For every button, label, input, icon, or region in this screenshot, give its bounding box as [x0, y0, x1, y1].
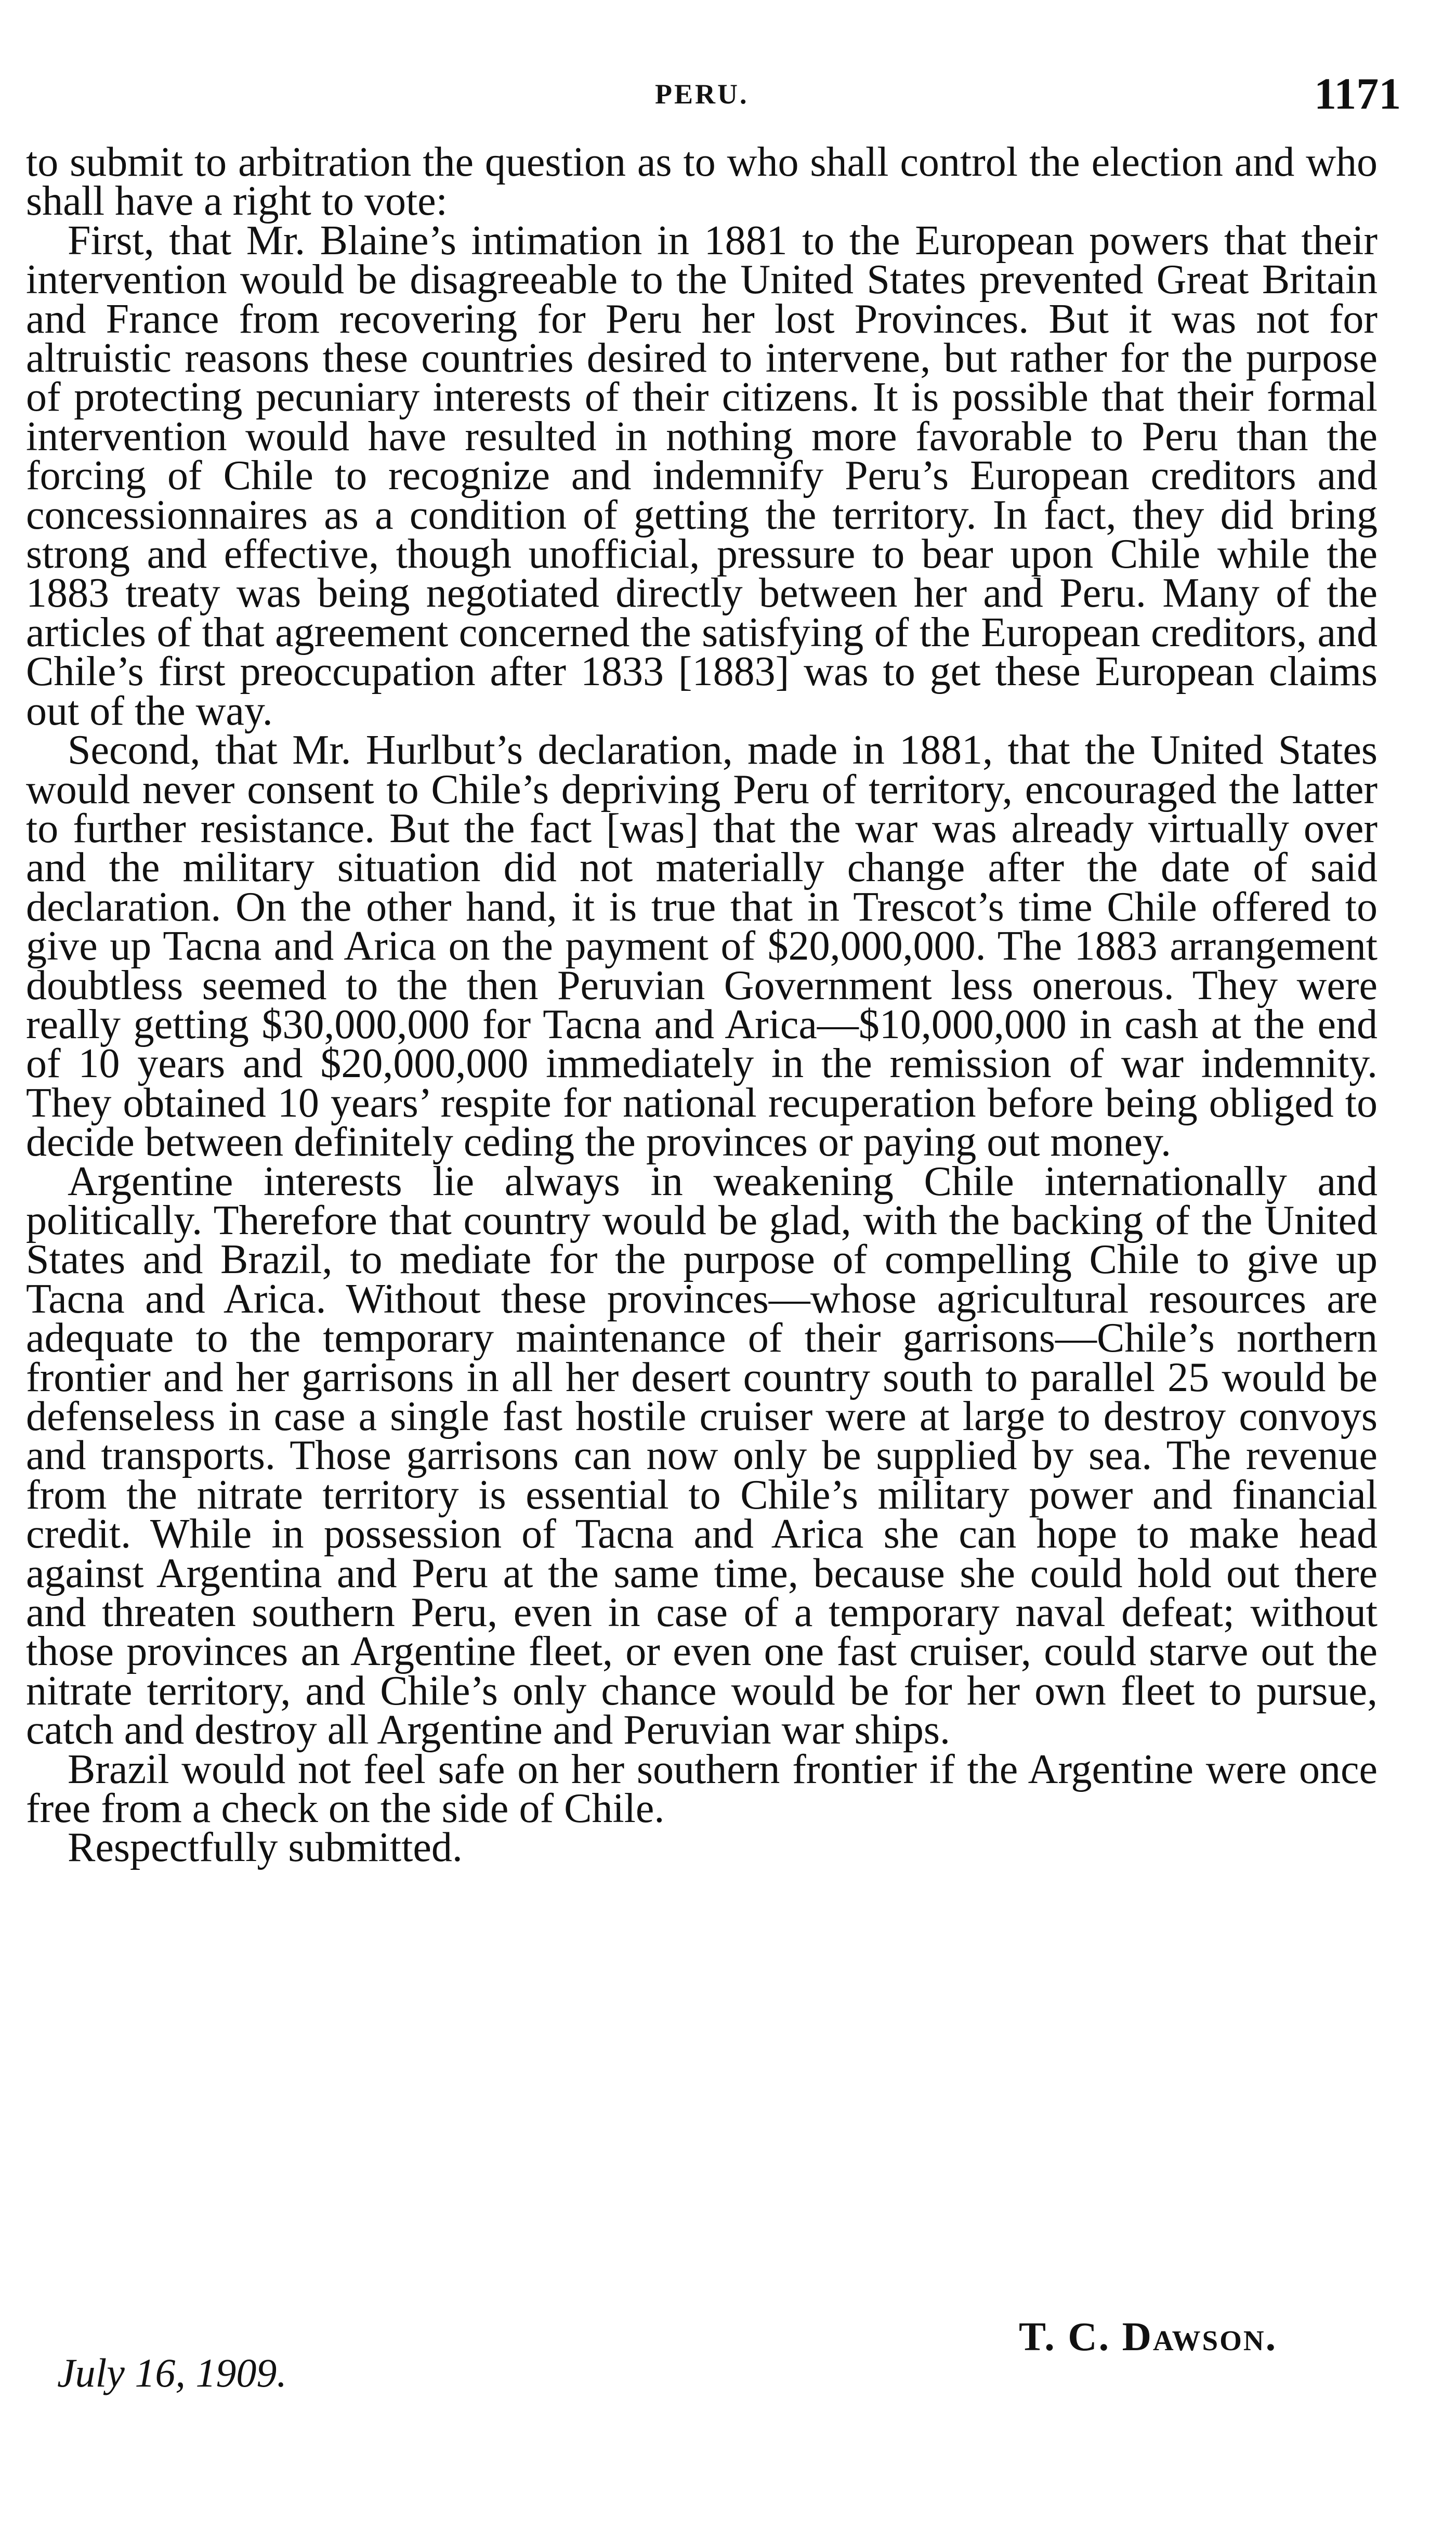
- running-head: [0, 68, 1456, 125]
- date-line: July 16, 1909.: [57, 2350, 287, 2395]
- running-title: PERU.: [655, 78, 749, 110]
- paragraph-continuation: to submit to arbitration the question as to who shall control the election and who shall have a right to vote:: [26, 139, 1378, 225]
- paragraph-first-point: First, that Mr. Blaine’s intimation in 1881 to the European powers that their intervention would be disagreeable to the United States prevented Great Britain and France from recovering for Peru her lost Provinces. But it was not for altruistic reasons these countries desired to intervene, but rather for the purpose of protecting pecuniary interests of their citizens. It is possible that their formal intervention would have resulted in nothing more favorable to Peru than the forcing of Chile to recognize and indemnify Peru’s European creditors and concessionnaires as a condition of getting the territory. In fact, they did bring strong and effective, though unofficial, pressure to bear upon Chile while the 1883 treaty was being negotiated directly between her and Peru. Many of the articles of that agreement concerned the satisfying of the European creditors, and Chile’s first preoccupation after 1833 [1883] was to get these European claims out of the way.: [26, 217, 1378, 734]
- paragraph-argentine-interests: Argentine interests lie always in weakening Chile internationally and politically. Therefore that country would be glad, with the backing of the United States and Brazil, to mediate for the purpose of compelling Chile to give up Tacna and Arica. Without these provinces—whose agricultural resources are adequate to the temporary maintenance of their garrisons—Chile’s northern frontier and her garrisons in all her desert country south to parallel 25 would be defenseless in case a single fast hostile cruiser were at large to destroy convoys and transports. Those garrisons can now only be supplied by sea. The revenue from the nitrate territory is essential to Chile’s military power and financial credit. While in possession of Tacna and Arica she can hope to make head against Argentina and Peru at the same time, because she could hold out there and threaten southern Peru, even in case of a temporary naval defeat; without those provinces an Argentine fleet, or even one fast cruiser, could starve out the nitrate territory, and Chile’s only chance would be for her own fleet to pursue, catch and destroy all Argentine and Peruvian war ships.: [26, 1158, 1378, 1753]
- signature-surname: Dawson.: [1122, 2314, 1278, 2359]
- page-number: 1171: [1314, 69, 1401, 119]
- signature-initials: T. C.: [1019, 2314, 1111, 2359]
- paragraph-brazil: Brazil would not feel safe on her southern frontier if the Argentine were once free from a check on the side of Chile.: [26, 1746, 1378, 1832]
- body-text: [26, 139, 1378, 1871]
- closing-line: Respectfully submitted.: [68, 1825, 463, 1871]
- paragraph-second-point: Second, that Mr. Hurlbut’s declaration, made in 1881, that the United States would never consent to Chile’s depriving Peru of territory, encouraged the latter to further resistance. But the fact [was] that the war was already virtually over and the military situation did not materially change after the date of said declaration. On the other hand, it is true that in Trescot’s time Chile offered to give up Tacna and Arica on the payment of $20,000,000. The 1883 arrangement doubtless seemed to the then Peruvian Government less onerous. They were really getting $30,000,000 for Tacna and Arica—$10,000,000 in cash at the end of 10 years and $20,000,000 immediately in the remission of war indemnity. They obtained 10 years’ respite for national recuperation before being obliged to decide between definitely ceding the provinces or paying out money.: [26, 727, 1378, 1165]
- signature: [1019, 2313, 1277, 2360]
